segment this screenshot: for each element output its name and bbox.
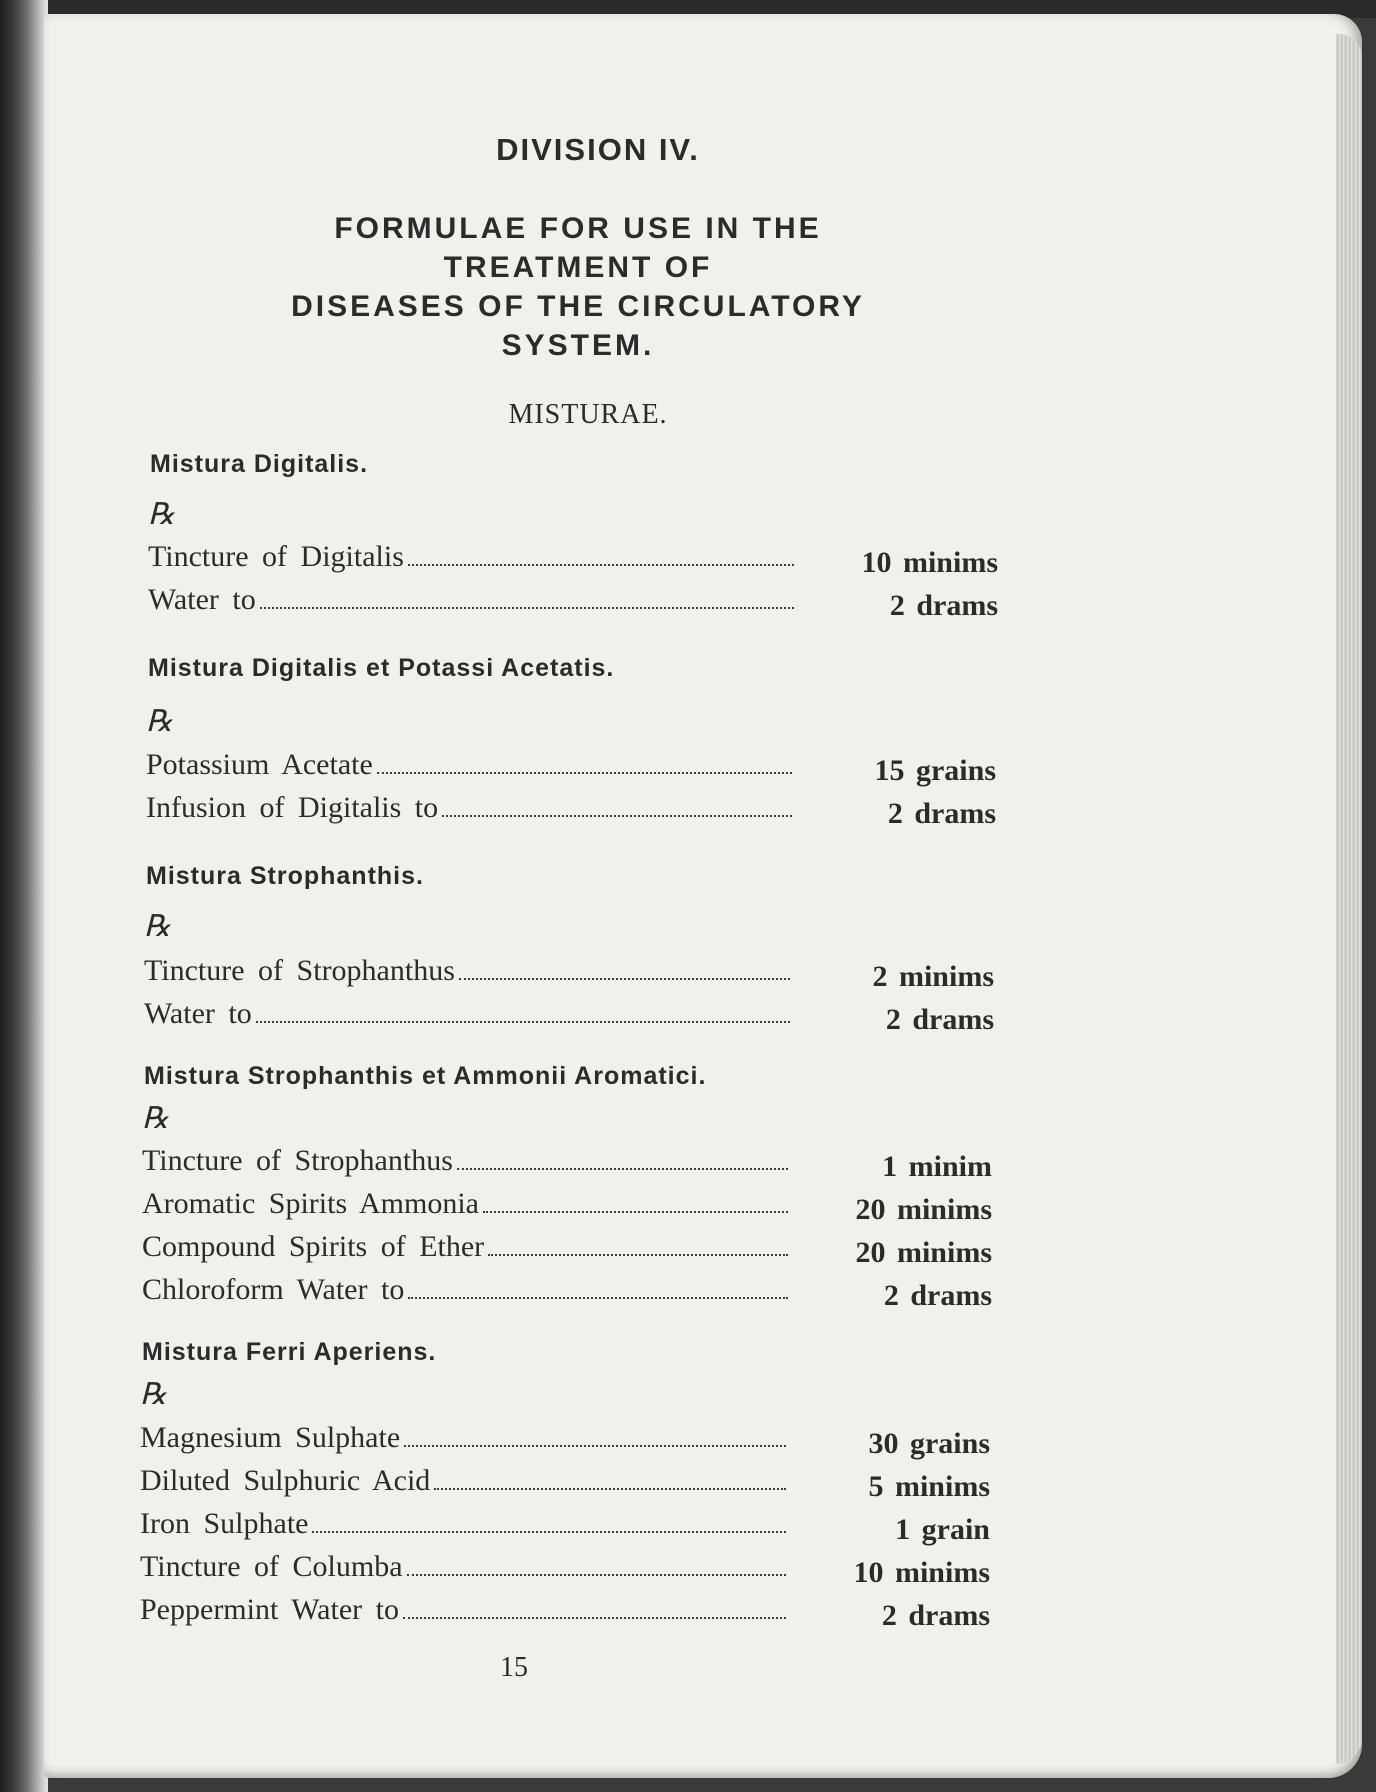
ingredient-row — [144, 954, 994, 994]
leader-dots — [377, 771, 792, 774]
rx-symbol: ℞ — [144, 910, 171, 943]
ingredient-name: Water to — [148, 583, 256, 616]
ingredient-quantity: 2 drams — [883, 1279, 992, 1312]
page-number: 15 — [500, 1652, 528, 1683]
ingredient-quantity: 10 minims — [853, 1556, 990, 1589]
leader-dots — [434, 1487, 786, 1490]
division-heading: DIVISION IV. — [496, 132, 700, 167]
chapter-title — [100, 209, 1000, 365]
leader-dots — [488, 1253, 788, 1256]
ingredient-row — [142, 1230, 992, 1270]
leader-dots — [483, 1210, 788, 1213]
ingredient-name: Water to — [144, 997, 252, 1030]
ingredient-name: Tincture of Strophanthus — [142, 1144, 453, 1177]
ingredient-row — [140, 1507, 990, 1547]
ingredient-row — [142, 1144, 992, 1184]
book-page — [44, 14, 1362, 1778]
book-spine-edge — [0, 0, 48, 1792]
title-line: TREATMENT OF — [443, 251, 713, 284]
leader-dots — [457, 1167, 788, 1170]
ingredient-row — [146, 791, 996, 831]
ingredient-row — [140, 1464, 990, 1504]
ingredient-quantity: 15 grains — [874, 754, 996, 787]
ingredient-name: Infusion of Digitalis to — [146, 791, 439, 824]
ingredient-row — [142, 1273, 992, 1313]
ingredient-quantity: 5 minims — [868, 1470, 990, 1503]
ingredient-name: Chloroform Water to — [142, 1273, 405, 1306]
formula-title: Mistura Digitalis. — [150, 450, 369, 478]
leader-dots — [256, 1020, 790, 1023]
rx-symbol: ℞ — [142, 1102, 169, 1135]
ingredient-quantity: 2 drams — [887, 797, 996, 830]
ingredient-row — [140, 1421, 990, 1461]
rx-symbol: ℞ — [146, 705, 173, 738]
rx-symbol: ℞ — [148, 498, 175, 531]
ingredient-name: Tincture of Digitalis — [148, 540, 404, 573]
ingredient-name: Tincture of Columba — [140, 1550, 403, 1583]
leader-dots — [459, 977, 790, 980]
ingredient-name: Diluted Sulphuric Acid — [140, 1464, 431, 1497]
ingredient-quantity: 2 minims — [872, 960, 994, 993]
ingredient-quantity: 20 minims — [855, 1193, 992, 1226]
ingredient-name: Potassium Acetate — [146, 748, 373, 781]
ingredient-quantity: 2 drams — [885, 1003, 994, 1036]
ingredient-quantity: 30 grains — [868, 1427, 990, 1460]
ingredient-quantity: 10 minims — [861, 546, 998, 579]
leader-dots — [312, 1530, 786, 1533]
ingredient-name: Magnesium Sulphate — [140, 1421, 401, 1454]
rx-symbol: ℞ — [140, 1378, 167, 1411]
formula-title: Mistura Strophanthis. — [146, 862, 424, 890]
leader-dots — [403, 1616, 786, 1619]
ingredient-row — [148, 583, 998, 623]
ingredient-row — [142, 1187, 992, 1227]
ingredient-row — [146, 748, 996, 788]
ingredient-name: Iron Sulphate — [140, 1507, 309, 1540]
leader-dots — [404, 1444, 786, 1447]
leader-dots — [260, 606, 794, 609]
ingredient-quantity: 1 minim — [882, 1150, 992, 1183]
title-line: FORMULAE FOR USE IN THE — [334, 212, 822, 245]
leader-dots — [407, 1573, 786, 1576]
title-line: SYSTEM. — [501, 329, 655, 362]
ingredient-name: Aromatic Spirits Ammonia — [142, 1187, 479, 1220]
ingredient-row — [148, 540, 998, 580]
section-heading: MISTURAE. — [508, 399, 668, 430]
ingredient-row — [140, 1550, 990, 1590]
leader-dots — [408, 563, 794, 566]
formula-title: Mistura Strophanthis et Ammonii Aromatici. — [144, 1062, 707, 1090]
title-line: DISEASES OF THE CIRCULATORY — [291, 290, 865, 323]
ingredient-name: Tincture of Strophanthus — [144, 954, 455, 987]
ingredient-name: Compound Spirits of Ether — [142, 1230, 485, 1263]
ingredient-quantity: 1 grain — [895, 1513, 990, 1546]
formula-title: Mistura Ferri Aperiens. — [142, 1338, 437, 1366]
page-fore-edge — [1336, 34, 1362, 1764]
ingredient-row — [144, 997, 994, 1037]
ingredient-quantity: 2 drams — [881, 1599, 990, 1632]
leader-dots — [442, 814, 792, 817]
ingredient-name: Peppermint Water to — [140, 1593, 399, 1626]
leader-dots — [408, 1296, 788, 1299]
ingredient-row — [140, 1593, 990, 1633]
formula-title: Mistura Digitalis et Potassi Acetatis. — [148, 654, 615, 682]
ingredient-quantity: 2 drams — [889, 589, 998, 622]
ingredient-quantity: 20 minims — [855, 1236, 992, 1269]
